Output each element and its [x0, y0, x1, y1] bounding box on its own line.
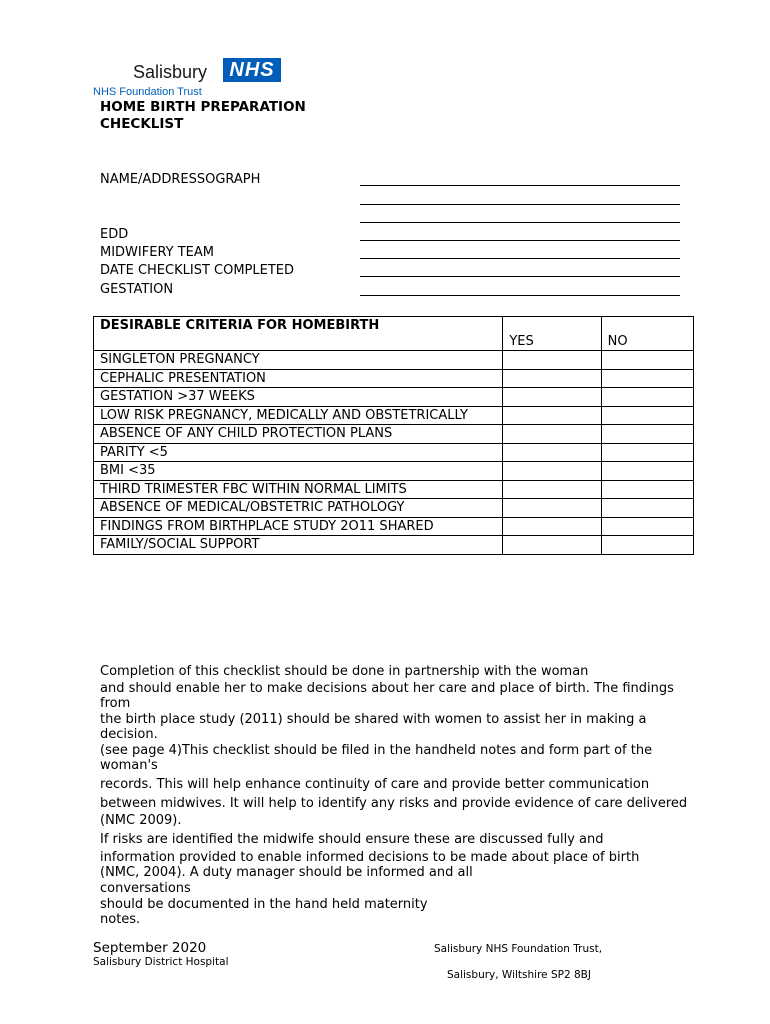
criteria-cell: LOW RISK PREGNANCY, MEDICALLY AND OBSTETRICALLY	[94, 406, 503, 425]
para-line: conversations	[100, 881, 191, 896]
table-row	[94, 369, 694, 388]
yes-cell[interactable]	[503, 369, 601, 388]
date-line[interactable]	[360, 276, 680, 277]
yes-cell[interactable]	[503, 536, 601, 555]
para-line: (see page 4)This checklist should be filed in the handheld notes and form part of the	[100, 743, 653, 758]
yes-cell[interactable]	[503, 388, 601, 407]
para-line: and should enable her to make decisions about her care and place of birth. The findings	[100, 681, 674, 696]
table-row	[94, 480, 694, 499]
criteria-cell: SINGLETON PREGNANCY	[94, 351, 503, 370]
no-cell[interactable]	[601, 462, 693, 481]
para-line: information provided to enable informed decisions to be made about place of birth	[100, 850, 640, 865]
gestation-line[interactable]	[360, 295, 680, 296]
footer-address: Salisbury, Wiltshire SP2 8BJ	[447, 969, 591, 981]
criteria-cell: GESTATION >37 WEEKS	[94, 388, 503, 407]
yes-cell[interactable]	[503, 351, 601, 370]
para-line: between midwives. It will help to identify any risks and provide evidence of care delivered	[100, 796, 688, 811]
no-cell[interactable]	[601, 499, 693, 518]
title-line-2: CHECKLIST	[100, 116, 184, 132]
para-line: should be documented in the hand held maternity	[100, 897, 428, 912]
yes-cell[interactable]	[503, 517, 601, 536]
yes-cell[interactable]	[503, 462, 601, 481]
no-cell[interactable]	[601, 351, 693, 370]
no-cell[interactable]	[601, 388, 693, 407]
trust-logo	[93, 58, 293, 98]
name-line-1[interactable]	[360, 185, 680, 186]
criteria-cell: ABSENCE OF ANY CHILD PROTECTION PLANS	[94, 425, 503, 444]
team-label: MIDWIFERY TEAM	[100, 245, 214, 260]
para-line: (NMC, 2004). A duty manager should be informed and all	[100, 865, 473, 880]
para-line: notes.	[100, 912, 141, 927]
no-cell[interactable]	[601, 480, 693, 499]
no-cell[interactable]	[601, 425, 693, 444]
table-row	[94, 406, 694, 425]
criteria-cell: BMI <35	[94, 462, 503, 481]
no-cell[interactable]	[601, 369, 693, 388]
para-line: the birth place study (2011) should be shared with women to assist her in making a	[100, 712, 647, 727]
para-line: Completion of this checklist should be done in partnership with the woman	[100, 664, 589, 679]
footer-hospital: Salisbury District Hospital	[93, 956, 229, 968]
table-row	[94, 351, 694, 370]
criteria-cell: CEPHALIC PRESENTATION	[94, 369, 503, 388]
para-line: (NMC 2009).	[100, 813, 182, 828]
name-line-3[interactable]	[360, 222, 680, 223]
yes-cell[interactable]	[503, 499, 601, 518]
criteria-table	[93, 316, 694, 555]
footer-trust: Salisbury NHS Foundation Trust,	[434, 943, 603, 955]
no-cell[interactable]	[601, 406, 693, 425]
yes-cell[interactable]	[503, 406, 601, 425]
title-line-1: HOME BIRTH PREPARATION	[100, 99, 306, 115]
footer-date: September 2020	[93, 940, 207, 956]
name-line-2[interactable]	[360, 204, 680, 205]
logo-subtitle: NHS Foundation Trust	[93, 86, 202, 98]
yes-cell[interactable]	[503, 425, 601, 444]
criteria-cell: FAMILY/SOCIAL SUPPORT	[94, 536, 503, 555]
table-row	[94, 425, 694, 444]
criteria-cell: ABSENCE OF MEDICAL/OBSTETRIC PATHOLOGY	[94, 499, 503, 518]
no-cell[interactable]	[601, 443, 693, 462]
date-label: DATE CHECKLIST COMPLETED	[100, 263, 295, 278]
table-row	[94, 462, 694, 481]
criteria-header: DESIRABLE CRITERIA FOR HOMEBIRTH	[94, 317, 503, 351]
para-line: woman's	[100, 758, 158, 773]
table-row	[94, 388, 694, 407]
yes-header: YES	[503, 317, 601, 351]
yes-cell[interactable]	[503, 480, 601, 499]
table-row	[94, 536, 694, 555]
para-line: records. This will help enhance continuity of care and provide better communication	[100, 777, 650, 792]
yes-cell[interactable]	[503, 443, 601, 462]
table-row	[94, 517, 694, 536]
gestation-label: GESTATION	[100, 282, 174, 297]
criteria-cell: PARITY <5	[94, 443, 503, 462]
table-row	[94, 499, 694, 518]
para-line: decision.	[100, 727, 158, 742]
no-cell[interactable]	[601, 536, 693, 555]
logo-name: Salisbury	[133, 62, 208, 82]
page-title	[100, 99, 306, 133]
criteria-cell: THIRD TRIMESTER FBC WITHIN NORMAL LIMITS	[94, 480, 503, 499]
team-line[interactable]	[360, 258, 680, 259]
edd-line[interactable]	[360, 240, 680, 241]
nhs-badge: NHS	[223, 58, 281, 82]
table-header-row	[94, 317, 694, 351]
para-line: from	[100, 696, 131, 711]
no-cell[interactable]	[601, 517, 693, 536]
table-row	[94, 443, 694, 462]
para-line: If risks are identified the midwife should ensure these are discussed fully and	[100, 832, 604, 847]
edd-label: EDD	[100, 227, 129, 242]
name-label: NAME/ADDRESSOGRAPH	[100, 172, 261, 187]
criteria-cell: FINDINGS FROM BIRTHPLACE STUDY 2O11 SHARED	[94, 517, 503, 536]
no-header: NO	[601, 317, 693, 351]
